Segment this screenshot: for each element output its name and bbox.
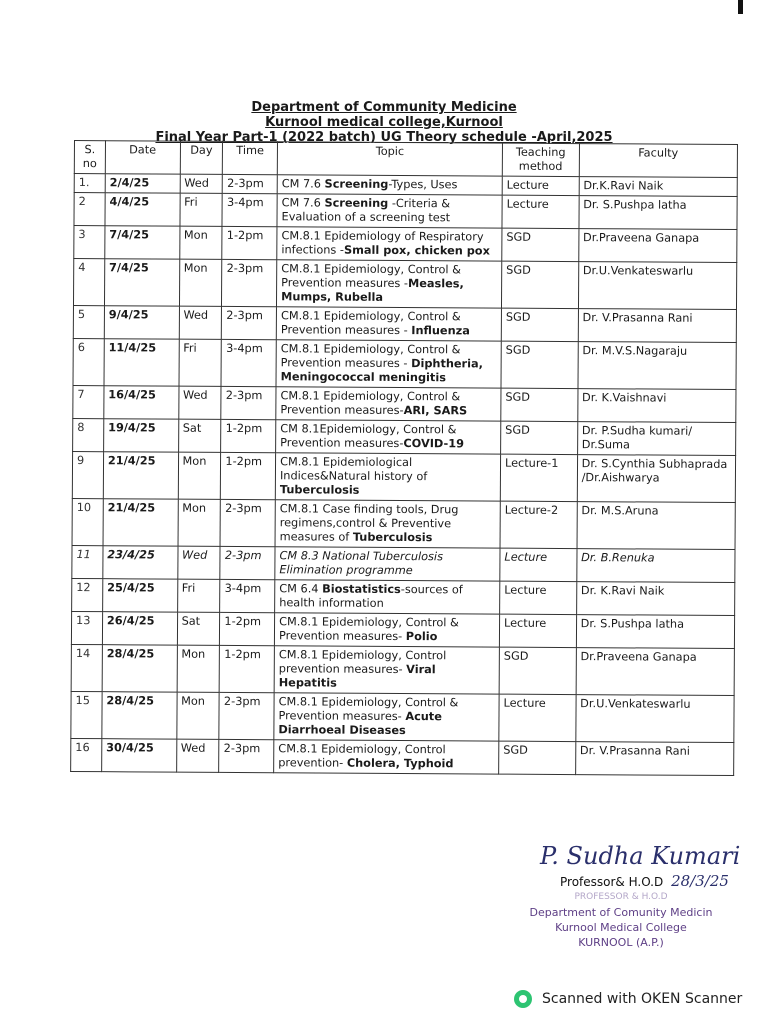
row-topic-text: CM 7.6 xyxy=(281,177,325,191)
row-faculty: Dr. B.Renuka xyxy=(576,549,735,583)
row-date: 28/4/25 xyxy=(102,692,177,739)
row-faculty: Dr. V.Prasanna Rani xyxy=(575,742,734,776)
row-date: 16/4/25 xyxy=(104,386,179,419)
row-topic-highlight: ARI, SARS xyxy=(403,404,468,418)
row-date: 11/4/25 xyxy=(104,339,179,386)
row-topic-text: CM.8.1 Epidemiology, Control & Prevention measures - xyxy=(280,342,461,371)
row-topic-highlight: Biostatistics xyxy=(322,582,401,597)
row-number: 4 xyxy=(73,259,104,306)
row-time: 1-2pm xyxy=(222,226,277,259)
row-date: 4/4/25 xyxy=(105,193,180,226)
row-topic xyxy=(277,260,502,308)
signatory-title xyxy=(560,872,729,890)
row-teaching-method: Lecture xyxy=(500,581,577,614)
table-row xyxy=(73,385,736,422)
row-day: Wed xyxy=(177,546,220,579)
row-teaching-method: SGD xyxy=(499,741,576,774)
table-row xyxy=(73,259,736,310)
table-row xyxy=(74,226,737,263)
row-topic xyxy=(276,387,501,421)
row-date: 23/4/25 xyxy=(103,546,178,579)
row-number: 1. xyxy=(74,174,105,193)
row-day: Fri xyxy=(179,339,222,386)
row-topic-highlight: Cholera, Typhoid xyxy=(346,756,454,771)
row-day: Mon xyxy=(176,692,219,739)
row-teaching-method: Lecture-1 xyxy=(500,454,577,501)
row-topic xyxy=(275,580,500,614)
table-row xyxy=(72,578,735,615)
table-row xyxy=(74,193,737,230)
row-time: 1-2pm xyxy=(221,452,276,499)
row-topic-text: CM.8.1 Epidemiology, Control & Prevention measures - xyxy=(281,262,462,291)
row-teaching-method: Lecture xyxy=(502,195,579,228)
row-date: 30/4/25 xyxy=(102,739,177,772)
row-day: Wed xyxy=(179,306,222,339)
column-header-time: Time xyxy=(223,141,278,174)
row-teaching-method: SGD xyxy=(501,388,578,421)
row-faculty: Dr. S.Cynthia Subhaprada /Dr.Aishwarya xyxy=(577,455,736,503)
row-date: 7/4/25 xyxy=(104,259,179,306)
column-header-method: Teaching method xyxy=(502,143,579,176)
row-time: 3-4pm xyxy=(222,193,277,226)
row-topic xyxy=(274,693,499,741)
row-time: 2-3pm xyxy=(223,174,278,193)
row-topic-text: CM.8.1 Epidemiology, Control & Prevention measures- xyxy=(280,389,461,418)
row-faculty: Dr. S.Pushpa latha xyxy=(579,196,738,230)
stamp-line-1: Department of Comunity Medicin xyxy=(529,906,713,919)
row-date: 19/4/25 xyxy=(103,419,178,452)
row-topic-text: -Types, Uses xyxy=(388,177,458,192)
row-topic xyxy=(275,547,500,581)
table-header-row xyxy=(74,141,737,178)
row-time: 2-3pm xyxy=(219,692,274,739)
table-row xyxy=(72,498,735,549)
row-topic xyxy=(274,740,499,774)
row-time: 3-4pm xyxy=(220,579,275,612)
row-topic-text: CM 8.3 National Tuberculosis Elimination programme xyxy=(279,549,444,578)
row-date: 26/4/25 xyxy=(102,612,177,645)
row-time: 2-3pm xyxy=(221,386,276,419)
row-time: 1-2pm xyxy=(220,645,275,692)
row-time: 2-3pm xyxy=(220,499,275,546)
row-number: 5 xyxy=(73,305,104,338)
row-faculty: Dr.U.Venkateswarlu xyxy=(575,695,734,743)
signatory-title-text: Professor& H.O.D xyxy=(560,875,664,889)
row-date: 21/4/25 xyxy=(103,499,178,546)
table-row xyxy=(73,418,736,455)
column-header-date: Date xyxy=(105,141,180,174)
row-day: Fri xyxy=(180,193,223,226)
row-time: 2-3pm xyxy=(222,259,277,306)
table-row xyxy=(73,305,736,342)
row-faculty: Dr. K.Vaishnavi xyxy=(577,389,736,423)
row-number: 14 xyxy=(71,644,102,691)
row-faculty: Dr.K.Ravi Naik xyxy=(579,177,737,197)
column-header-topic: Topic xyxy=(277,142,502,176)
row-teaching-method: SGD xyxy=(499,647,576,694)
row-date: 25/4/25 xyxy=(102,579,177,612)
row-topic-text: CM.8.1 Epidemiology, Control & Prevention measures- xyxy=(278,615,459,644)
row-time: 1-2pm xyxy=(221,419,276,452)
row-time: 2-3pm xyxy=(219,739,274,772)
row-faculty: Dr. S.Pushpa latha xyxy=(576,615,735,649)
row-topic-text: CM.8.1 Epidemiology, Control prevention measures- xyxy=(278,648,447,677)
row-topic xyxy=(274,613,499,647)
row-topic-text: CM.8.1 Epidemiology, Control & Prevention measures - xyxy=(280,309,461,338)
row-topic-highlight: Small pox, chicken pox xyxy=(343,243,490,258)
row-date: 28/4/25 xyxy=(102,645,177,692)
table-row xyxy=(71,738,734,775)
department-title: Department of Community Medicine xyxy=(251,100,517,115)
row-topic-highlight: COVID-19 xyxy=(403,437,465,451)
table-row xyxy=(73,338,736,389)
row-number: 16 xyxy=(71,738,102,771)
row-date: 9/4/25 xyxy=(104,306,179,339)
row-number: 3 xyxy=(74,226,105,259)
row-teaching-method: Lecture xyxy=(500,548,577,581)
row-day: Sat xyxy=(177,612,220,645)
row-day: Sat xyxy=(178,419,221,452)
row-number: 12 xyxy=(72,578,103,611)
row-teaching-method: Lecture-2 xyxy=(500,501,577,548)
row-date: 21/4/25 xyxy=(103,452,178,499)
row-topic xyxy=(274,646,499,694)
row-topic-text: CM.8.1 Case finding tools, Drug regimens,control & Preventive measures of xyxy=(279,502,459,544)
row-topic xyxy=(275,453,500,501)
row-day: Wed xyxy=(178,386,221,419)
row-topic-text: CM.8.1 Epidemiology, Control prevention- xyxy=(278,742,446,770)
row-topic-highlight: Tuberculosis xyxy=(279,483,360,497)
row-number: 7 xyxy=(73,385,104,418)
row-time: 1-2pm xyxy=(220,612,275,645)
row-faculty: Dr.Praveena Ganapa xyxy=(578,229,737,263)
college-title: Kurnool medical college,Kurnool xyxy=(265,115,503,130)
row-topic-text: CM.8.1 Epidemiological Indices&Natural history of xyxy=(279,455,428,484)
row-day: Fri xyxy=(177,579,220,612)
row-topic-highlight: Acute Diarrhoeal Diseases xyxy=(278,710,442,738)
row-day: Mon xyxy=(177,645,220,692)
row-topic-highlight: Measles, Mumps, Rubella xyxy=(281,277,464,304)
row-topic xyxy=(276,340,501,388)
row-faculty: Dr.U.Venkateswarlu xyxy=(578,262,737,310)
row-topic-text: CM 7.6 xyxy=(281,196,325,210)
row-teaching-method: SGD xyxy=(501,308,578,341)
row-time: 2-3pm xyxy=(222,306,277,339)
row-teaching-method: SGD xyxy=(502,228,579,261)
scanner-text: Scanned with OKEN Scanner xyxy=(542,991,743,1007)
department-stamp xyxy=(496,890,746,950)
document-header xyxy=(0,100,768,145)
row-topic-highlight: Screening xyxy=(324,196,389,210)
column-header-day: Day xyxy=(180,141,223,174)
row-number: 6 xyxy=(73,338,104,385)
row-faculty: Dr. M.S.Aruna xyxy=(577,502,736,550)
row-topic-text: CM.8.1 Epidemiology of Respiratory infections - xyxy=(281,229,484,257)
table-row xyxy=(71,611,734,648)
row-topic-highlight: Polio xyxy=(405,630,438,644)
row-topic xyxy=(276,420,501,454)
row-topic xyxy=(276,307,501,341)
stamp-line-3: KURNOOL (A.P.) xyxy=(578,936,664,949)
row-topic xyxy=(277,227,502,261)
row-topic xyxy=(277,175,502,195)
row-teaching-method: SGD xyxy=(501,261,578,308)
row-time: 2-3pm xyxy=(220,546,275,579)
row-teaching-method: Lecture xyxy=(502,176,579,195)
row-topic-highlight: Diphtheria, Meningococcal meningitis xyxy=(280,357,483,385)
row-topic xyxy=(277,194,502,228)
row-number: 13 xyxy=(71,611,102,644)
row-number: 8 xyxy=(73,418,104,451)
schedule-rows xyxy=(71,174,738,776)
row-number: 10 xyxy=(72,498,103,545)
row-day: Mon xyxy=(178,452,221,499)
row-topic-highlight: Influenza xyxy=(411,324,470,338)
column-header-sno: S. no xyxy=(74,141,105,174)
row-day: Wed xyxy=(176,739,219,772)
row-topic-text: CM 6.4 xyxy=(279,582,323,596)
row-topic-highlight: Tuberculosis xyxy=(352,530,433,545)
signature-date: 28/3/25 xyxy=(671,872,729,890)
row-topic-text: -sources of health information xyxy=(279,583,463,610)
row-topic-highlight: Viral Hepatitis xyxy=(278,663,436,690)
row-topic-text: -Criteria & Evaluation of a screening test xyxy=(281,196,451,225)
row-number: 2 xyxy=(74,193,105,226)
row-topic-text: CM.8.1 Epidemiology, Control & Prevention measures- xyxy=(278,695,459,724)
row-topic-text: CM 8.1Epidemiology, Control & Prevention measures- xyxy=(280,422,457,451)
table-row xyxy=(72,545,735,582)
handwritten-signature: P. Sudha Kumari xyxy=(540,842,741,870)
row-number: 15 xyxy=(71,691,102,738)
row-teaching-method: SGD xyxy=(501,421,578,454)
row-date: 2/4/25 xyxy=(105,174,180,193)
row-faculty: Dr. P.Sudha kumari/ Dr.Suma xyxy=(577,422,736,456)
stamp-line-2: Kurnool Medical College xyxy=(555,921,687,934)
row-day: Wed xyxy=(180,174,223,193)
scan-edge-mark xyxy=(738,0,743,14)
row-day: Mon xyxy=(178,499,221,546)
schedule-title: Final Year Part-1 (2022 batch) UG Theory schedule -April,2025 xyxy=(155,130,613,145)
stamp-faint-line: PROFESSOR & H.O.D xyxy=(574,892,668,902)
table-row xyxy=(72,451,735,502)
row-date: 7/4/25 xyxy=(105,226,180,259)
row-faculty: Dr. M.V.S.Nagaraju xyxy=(578,342,737,390)
row-topic-highlight: Screening xyxy=(324,177,389,191)
column-header-faculty: Faculty xyxy=(579,144,738,178)
row-day: Mon xyxy=(179,226,222,259)
row-faculty: Dr.Praveena Ganapa xyxy=(576,648,735,696)
table-row xyxy=(71,691,734,742)
scanner-logo-icon xyxy=(514,990,532,1008)
row-teaching-method: SGD xyxy=(501,341,578,388)
scanner-watermark xyxy=(514,990,742,1008)
row-teaching-method: Lecture xyxy=(499,694,576,741)
row-teaching-method: Lecture xyxy=(499,614,576,647)
row-faculty: Dr. K.Ravi Naik xyxy=(576,582,735,616)
row-number: 9 xyxy=(72,451,103,498)
schedule-table xyxy=(70,140,738,776)
row-number: 11 xyxy=(72,545,103,578)
table-row xyxy=(71,644,734,695)
row-day: Mon xyxy=(179,259,222,306)
row-faculty: Dr. V.Prasanna Rani xyxy=(578,309,737,343)
row-time: 3-4pm xyxy=(221,339,276,386)
row-topic xyxy=(275,500,500,548)
